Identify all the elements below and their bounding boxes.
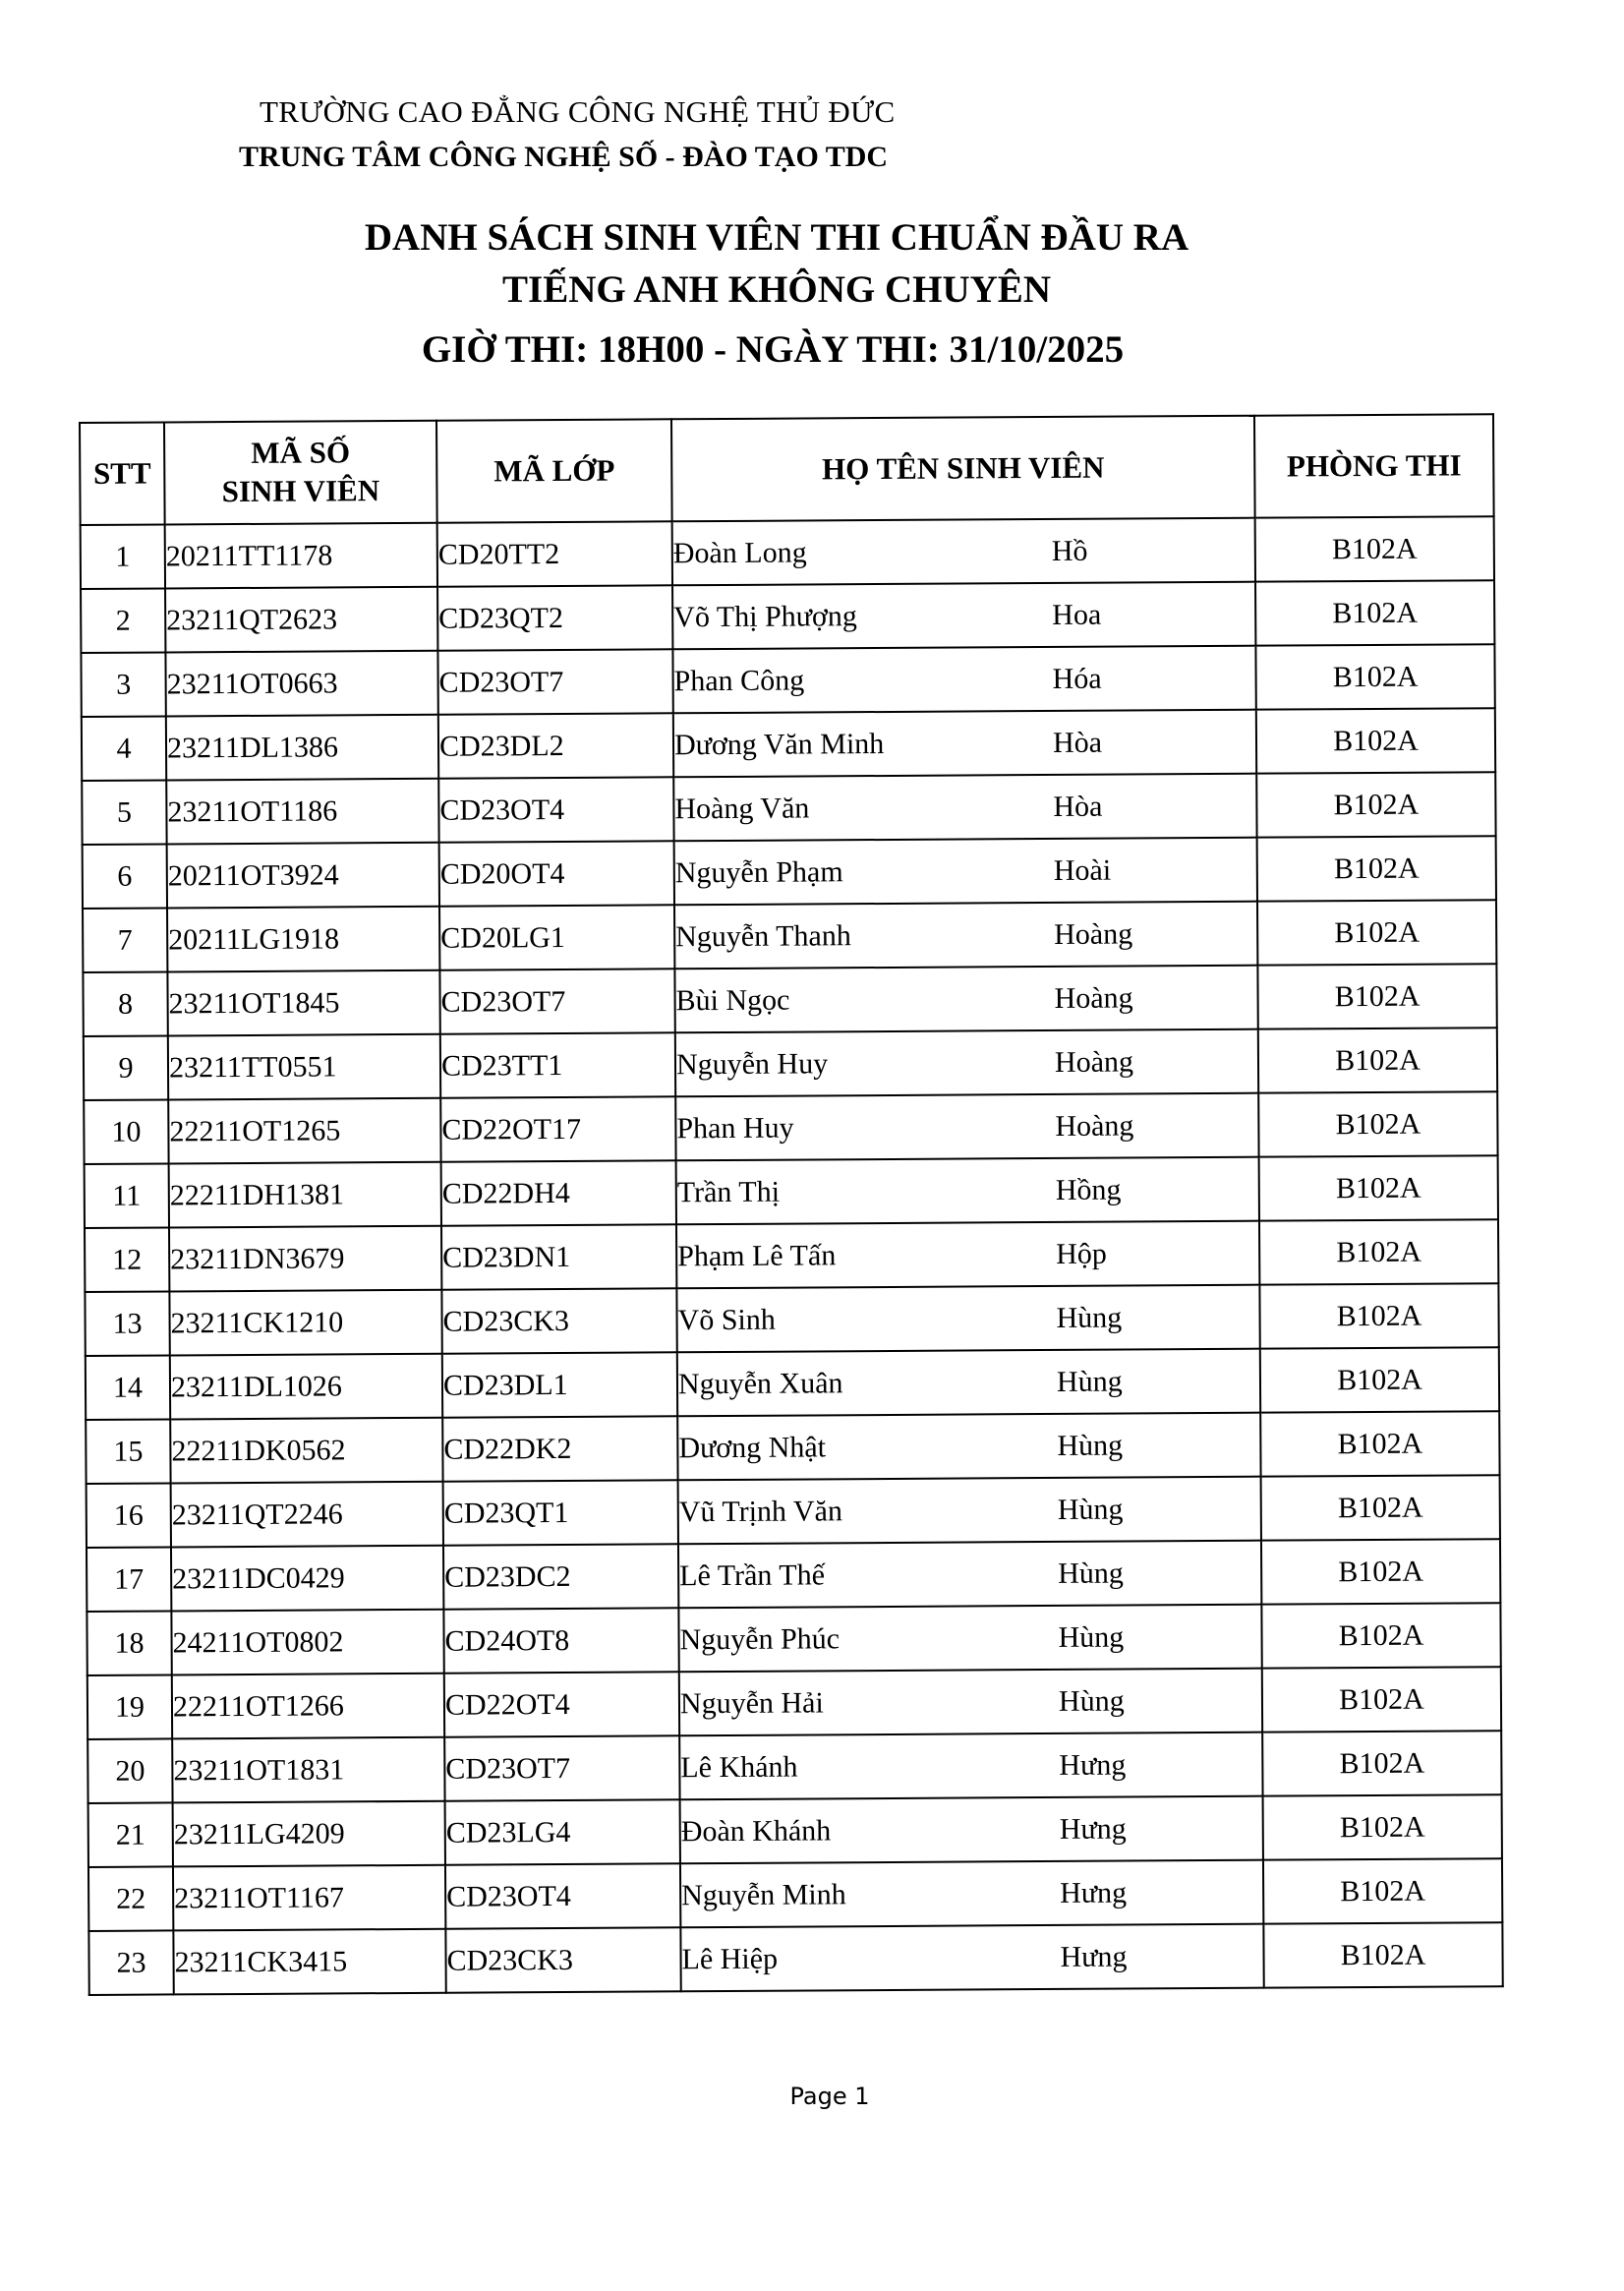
student-surname: Võ Thị Phượng xyxy=(673,599,857,633)
student-name-wrap xyxy=(677,1172,1258,1209)
cell-student-name xyxy=(673,774,1256,842)
student-surname: Phan Huy xyxy=(676,1111,794,1145)
student-given-name: Hồng xyxy=(1055,1173,1122,1206)
cell-student-name xyxy=(680,1860,1263,1928)
student-surname: Đoàn Long xyxy=(672,535,807,569)
cell-class-code: CD20OT4 xyxy=(439,841,674,906)
student-name-wrap xyxy=(673,533,1254,570)
cell-stt: 23 xyxy=(88,1930,173,1995)
table-row xyxy=(82,772,1495,845)
cell-stt: 14 xyxy=(86,1355,170,1420)
exam-time-date: GIỜ THI: 18H00 - NGÀY THI: 31/10/2025 xyxy=(421,328,1125,371)
cell-exam-room: B102A xyxy=(1263,1794,1502,1859)
cell-class-code: CD22DH4 xyxy=(441,1160,676,1225)
table-row xyxy=(87,1667,1501,1739)
cell-class-code: CD23CK3 xyxy=(441,1288,676,1353)
cell-class-code: CD23LG4 xyxy=(445,1799,680,1864)
student-name-wrap xyxy=(681,1811,1262,1849)
cell-stt: 4 xyxy=(82,716,166,781)
student-name-wrap xyxy=(676,1044,1257,1082)
header-student-id xyxy=(164,421,437,525)
student-name-wrap xyxy=(679,1492,1260,1529)
cell-student-name xyxy=(676,1285,1259,1353)
cell-exam-room: B102A xyxy=(1255,580,1494,645)
cell-exam-room: B102A xyxy=(1256,708,1495,773)
cell-exam-room: B102A xyxy=(1262,1667,1501,1732)
cell-exam-room: B102A xyxy=(1257,900,1496,965)
student-surname: Bùi Ngọc xyxy=(675,983,790,1017)
student-surname: Nguyễn Phạm xyxy=(674,854,843,889)
student-name-wrap xyxy=(678,1428,1259,1465)
student-name-wrap xyxy=(676,1108,1257,1146)
cell-stt: 9 xyxy=(84,1035,168,1100)
student-surname: Lê Hiệp xyxy=(681,1942,779,1975)
student-name-wrap xyxy=(674,661,1255,698)
student-given-name: Hoàng xyxy=(1054,1044,1134,1079)
cell-class-code: CD23OT7 xyxy=(444,1735,679,1800)
cell-class-code: CD23OT4 xyxy=(438,777,673,842)
cell-student-id: 23211DN3679 xyxy=(169,1226,441,1292)
cell-class-code: CD23DC2 xyxy=(443,1544,678,1609)
student-surname: Dương Nhật xyxy=(678,1430,827,1464)
cell-exam-room: B102A xyxy=(1260,1347,1499,1412)
cell-class-code: CD23DN1 xyxy=(441,1224,676,1289)
student-surname: Vũ Trịnh Văn xyxy=(678,1494,843,1528)
cell-exam-room: B102A xyxy=(1256,772,1495,837)
table-row xyxy=(85,1219,1498,1292)
cell-student-id: 23211CK3415 xyxy=(173,1929,445,1995)
student-surname: Nguyễn Huy xyxy=(675,1046,829,1081)
cell-student-id: 23211CK1210 xyxy=(169,1290,441,1356)
table-row xyxy=(84,1028,1497,1100)
cell-class-code: CD23OT4 xyxy=(445,1863,680,1928)
cell-class-code: CD23QT1 xyxy=(443,1480,678,1545)
cell-stt: 1 xyxy=(81,524,165,589)
student-given-name: Hòa xyxy=(1052,726,1103,759)
cell-student-id: 23211DL1386 xyxy=(166,715,438,781)
table-row xyxy=(81,580,1494,653)
cell-exam-room: B102A xyxy=(1261,1539,1500,1604)
student-name-wrap xyxy=(681,1875,1262,1912)
student-given-name: Hoàng xyxy=(1054,916,1133,951)
student-given-name: Hưng xyxy=(1059,1748,1127,1782)
cell-stt: 16 xyxy=(87,1483,171,1548)
student-given-name: Hòa xyxy=(1053,790,1103,823)
page-number: Page 1 xyxy=(789,2083,870,2110)
cell-student-name xyxy=(679,1733,1262,1800)
cell-student-id: 22211OT1266 xyxy=(172,1674,444,1739)
cell-stt: 22 xyxy=(88,1866,173,1931)
cell-student-name xyxy=(678,1605,1261,1673)
student-name-wrap xyxy=(675,916,1256,954)
cell-exam-room: B102A xyxy=(1257,964,1496,1028)
student-name-wrap xyxy=(676,980,1257,1018)
cell-stt: 11 xyxy=(85,1163,169,1228)
cell-stt: 21 xyxy=(88,1802,173,1867)
table-row xyxy=(87,1731,1501,1803)
table-row xyxy=(84,1091,1497,1164)
cell-stt: 3 xyxy=(81,652,165,717)
student-name-wrap xyxy=(675,852,1256,890)
table-row xyxy=(88,1858,1502,1931)
cell-class-code: CD20TT2 xyxy=(437,521,672,586)
document-title-line-1: DANH SÁCH SINH VIÊN THI CHUẨN ĐẦU RA xyxy=(364,216,1189,259)
student-name-wrap xyxy=(681,1939,1262,1976)
student-given-name: Hùng xyxy=(1058,1684,1125,1718)
cell-student-id: 23211OT0663 xyxy=(165,651,437,717)
cell-student-id: 22211DH1381 xyxy=(169,1162,441,1228)
student-surname: Nguyễn Minh xyxy=(681,1877,846,1911)
student-given-name: Hùng xyxy=(1057,1493,1124,1526)
cell-class-code: CD23DL1 xyxy=(442,1352,677,1417)
student-given-name: Hùng xyxy=(1057,1429,1124,1462)
student-surname: Nguyễn Thanh xyxy=(675,918,851,953)
table-row xyxy=(83,836,1496,909)
cell-student-name xyxy=(672,518,1255,586)
student-name-wrap xyxy=(678,1364,1259,1401)
cell-class-code: CD22DK2 xyxy=(442,1416,677,1481)
cell-class-code: CD24OT8 xyxy=(443,1608,678,1673)
student-name-wrap xyxy=(679,1556,1260,1593)
student-given-name: Hùng xyxy=(1056,1301,1123,1334)
student-given-name: Hoàng xyxy=(1054,980,1133,1015)
cell-stt: 2 xyxy=(81,588,165,653)
cell-student-id: 23211LG4209 xyxy=(173,1801,445,1867)
student-surname: Trần Thị xyxy=(676,1175,781,1208)
cell-stt: 13 xyxy=(85,1291,169,1356)
cell-class-code: CD20LG1 xyxy=(439,905,674,969)
cell-stt: 7 xyxy=(83,908,167,972)
school-name: TRƯỜNG CAO ĐẲNG CÔNG NGHỆ THỦ ĐỨC xyxy=(260,94,896,129)
cell-class-code: CD22OT17 xyxy=(440,1096,675,1161)
cell-student-id: 23211OT1831 xyxy=(172,1737,444,1803)
student-name-wrap xyxy=(674,725,1255,762)
cell-stt: 5 xyxy=(82,780,166,845)
cell-exam-room: B102A xyxy=(1263,1858,1502,1923)
table-row xyxy=(88,1922,1502,1995)
cell-exam-room: B102A xyxy=(1255,516,1494,581)
cell-student-id: 22211DK0562 xyxy=(170,1418,442,1484)
student-name-wrap xyxy=(680,1683,1261,1721)
cell-student-id: 20211OT3924 xyxy=(167,843,439,909)
student-surname: Phạm Lê Tấn xyxy=(677,1238,837,1272)
cell-student-id: 24211OT0802 xyxy=(171,1610,443,1675)
student-name-wrap xyxy=(677,1300,1258,1337)
cell-student-name xyxy=(675,1029,1258,1097)
cell-stt: 12 xyxy=(85,1227,169,1292)
table-row xyxy=(85,1155,1498,1228)
cell-student-id: 23211DL1026 xyxy=(170,1354,442,1420)
cell-stt: 6 xyxy=(83,844,167,909)
cell-exam-room: B102A xyxy=(1259,1219,1498,1284)
cell-exam-room: B102A xyxy=(1260,1411,1499,1476)
table-row xyxy=(85,1283,1498,1356)
cell-exam-room: B102A xyxy=(1261,1475,1500,1540)
student-name-wrap xyxy=(674,789,1255,826)
cell-student-name xyxy=(680,1796,1263,1864)
student-surname: Nguyễn Xuân xyxy=(677,1366,843,1400)
cell-class-code: CD23OT7 xyxy=(437,649,672,714)
student-given-name: Hoài xyxy=(1053,853,1112,887)
table-row xyxy=(83,900,1496,972)
cell-exam-room: B102A xyxy=(1261,1603,1500,1668)
cell-student-name xyxy=(674,902,1257,969)
cell-stt: 17 xyxy=(87,1547,171,1612)
cell-stt: 20 xyxy=(87,1738,172,1803)
student-name-wrap xyxy=(673,597,1254,634)
cell-class-code: CD23CK3 xyxy=(445,1927,680,1992)
cell-student-name xyxy=(675,1093,1258,1161)
cell-student-name xyxy=(679,1669,1262,1736)
cell-student-name xyxy=(676,1157,1259,1225)
student-given-name: Hoàng xyxy=(1055,1108,1134,1143)
student-name-wrap xyxy=(679,1619,1260,1657)
header-exam-room: PHÒNG THI xyxy=(1254,414,1494,517)
cell-student-name xyxy=(677,1413,1260,1481)
student-given-name: Hùng xyxy=(1058,1557,1124,1590)
cell-student-name xyxy=(673,710,1256,778)
student-name-wrap xyxy=(677,1236,1258,1273)
cell-student-id: 23211QT2246 xyxy=(171,1482,443,1548)
table-row xyxy=(86,1411,1499,1484)
student-given-name: Hoa xyxy=(1052,598,1102,631)
student-surname: Lê Trần Thế xyxy=(679,1557,826,1592)
table-header-row xyxy=(80,414,1494,525)
student-roster-table xyxy=(79,413,1504,1996)
cell-stt: 15 xyxy=(86,1419,170,1484)
table-row xyxy=(81,644,1494,717)
student-given-name: Hưng xyxy=(1060,1876,1128,1909)
header-stt: STT xyxy=(80,422,165,525)
cell-class-code: CD22OT4 xyxy=(444,1672,679,1736)
cell-exam-room: B102A xyxy=(1262,1731,1501,1795)
student-surname: Nguyễn Hải xyxy=(679,1685,824,1720)
student-name-wrap xyxy=(680,1747,1261,1785)
cell-exam-room: B102A xyxy=(1258,1028,1497,1092)
table-row xyxy=(88,1794,1502,1867)
cell-student-id: 23211OT1167 xyxy=(173,1865,445,1931)
header-student-id-line-1: MÃ SỐ xyxy=(251,435,351,471)
cell-stt: 8 xyxy=(83,971,167,1036)
student-surname: Hoàng Văn xyxy=(674,791,810,825)
header-student-name: HỌ TÊN SINH VIÊN xyxy=(671,416,1255,522)
student-given-name: Hồ xyxy=(1051,534,1088,567)
cell-student-name xyxy=(676,1221,1259,1289)
student-surname: Dương Văn Minh xyxy=(673,727,885,761)
student-surname: Nguyễn Phúc xyxy=(679,1621,841,1656)
table-row xyxy=(86,1347,1499,1420)
cell-exam-room: B102A xyxy=(1263,1922,1502,1987)
student-given-name: Hưng xyxy=(1060,1940,1128,1973)
cell-exam-room: B102A xyxy=(1258,1091,1497,1156)
cell-class-code: CD23QT2 xyxy=(437,585,672,650)
header-class-code: MÃ LỚP xyxy=(436,419,672,522)
cell-class-code: CD23DL2 xyxy=(438,713,673,778)
cell-student-id: 23211OT1845 xyxy=(167,970,439,1036)
header-student-id-line-2: SINH VIÊN xyxy=(221,473,380,509)
cell-stt: 19 xyxy=(87,1674,172,1739)
table-row xyxy=(87,1475,1500,1548)
student-given-name: Hóa xyxy=(1052,662,1102,695)
table-row xyxy=(87,1603,1500,1675)
student-surname: Võ Sinh xyxy=(677,1303,776,1336)
cell-student-id: 23211OT1186 xyxy=(166,779,438,845)
center-name: TRUNG TÂM CÔNG NGHỆ SỐ - ĐÀO TẠO TDC xyxy=(239,141,889,173)
cell-student-name xyxy=(677,1349,1260,1417)
cell-stt: 18 xyxy=(87,1611,171,1675)
table-row xyxy=(87,1539,1500,1612)
cell-student-id: 23211QT2623 xyxy=(165,587,437,653)
student-surname: Đoàn Khánh xyxy=(680,1813,832,1848)
cell-student-id: 23211DC0429 xyxy=(171,1546,443,1612)
student-given-name: Hưng xyxy=(1059,1812,1127,1846)
cell-class-code: CD23OT7 xyxy=(439,969,674,1033)
table-row xyxy=(83,964,1496,1036)
table-body xyxy=(81,516,1503,1995)
cell-exam-room: B102A xyxy=(1257,836,1496,901)
student-surname: Lê Khánh xyxy=(680,1750,798,1784)
cell-student-name xyxy=(674,838,1257,906)
cell-student-name xyxy=(678,1477,1261,1545)
student-given-name: Hùng xyxy=(1058,1620,1125,1654)
document-title-line-2: TIẾNG ANH KHÔNG CHUYÊN xyxy=(502,268,1051,311)
cell-student-id: 23211TT0551 xyxy=(168,1034,440,1100)
table-row xyxy=(82,708,1495,781)
student-given-name: Hộp xyxy=(1056,1237,1107,1270)
student-given-name: Hùng xyxy=(1056,1365,1123,1398)
cell-student-name xyxy=(672,582,1255,650)
student-surname: Phan Công xyxy=(673,663,805,697)
cell-student-name xyxy=(678,1541,1261,1609)
cell-student-id: 20211LG1918 xyxy=(167,907,439,972)
cell-exam-room: B102A xyxy=(1259,1155,1498,1220)
cell-student-id: 20211TT1178 xyxy=(165,523,437,589)
cell-class-code: CD23TT1 xyxy=(440,1032,675,1097)
cell-student-name xyxy=(674,966,1257,1033)
cell-stt: 10 xyxy=(84,1099,168,1164)
cell-student-name xyxy=(672,646,1255,714)
cell-exam-room: B102A xyxy=(1255,644,1494,709)
table-row xyxy=(81,516,1494,589)
cell-student-id: 22211OT1265 xyxy=(168,1098,440,1164)
cell-exam-room: B102A xyxy=(1259,1283,1498,1348)
cell-student-name xyxy=(680,1924,1263,1992)
